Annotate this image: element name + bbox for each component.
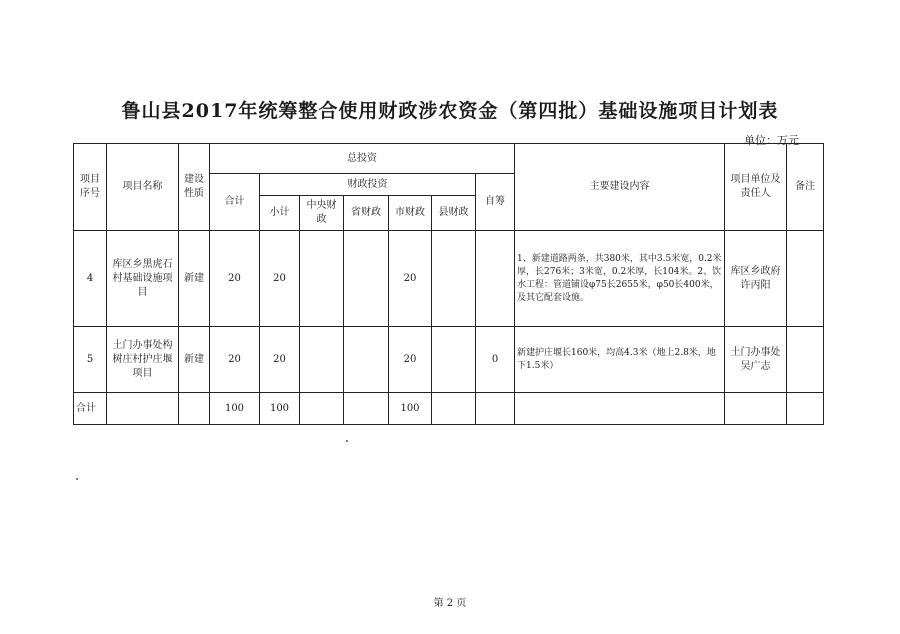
row-self-raised <box>476 231 515 327</box>
totals-row <box>74 393 824 425</box>
row-content: 1、新建道路两条，共380米，其中3.5米宽，0.2米厚，长276米；3米宽，0.2米厚，长104米。2、饮水工程：管道铺设φ75长2655米，φ50长400米，及其它配套设施。 <box>515 231 725 327</box>
header-provincial: 省财政 <box>344 196 389 231</box>
header-self-raised: 自筹 <box>476 174 515 231</box>
row-owner: 库区乡政府许丙阳 <box>725 231 787 327</box>
row-seq: 5 <box>74 327 107 393</box>
header-row-1 <box>74 144 824 174</box>
header-total-investment: 总投资 <box>210 144 515 174</box>
row-owner: 土门办事处吴广志 <box>725 327 787 393</box>
project-plan-table <box>73 143 824 425</box>
row-nature: 新建 <box>179 231 210 327</box>
header-total: 合计 <box>210 174 260 231</box>
row-content: 新建护庄堰长160米，均高4.3米（地上2.8米，地下1.5米） <box>515 327 725 393</box>
totals-empty-cell <box>725 393 787 425</box>
header-county: 县财政 <box>432 196 476 231</box>
row-subtotal: 20 <box>260 327 300 393</box>
header-name: 项目名称 <box>107 144 179 231</box>
totals-empty-cell <box>107 393 179 425</box>
document-title: 鲁山县2017年统筹整合使用财政涉农资金（第四批）基础设施项目计划表 <box>121 100 779 122</box>
header-municipal: 市财政 <box>389 196 432 231</box>
header-remarks: 备注 <box>787 144 824 231</box>
totals-municipal: 100 <box>389 393 432 425</box>
totals-total: 100 <box>210 393 260 425</box>
header-owner: 项目单位及责任人 <box>725 144 787 231</box>
row-municipal: 20 <box>389 327 432 393</box>
scan-speck <box>76 478 78 480</box>
header-seq: 项目序号 <box>74 144 107 231</box>
row-remarks <box>787 327 824 393</box>
row-nature: 新建 <box>179 327 210 393</box>
row-county <box>432 231 476 327</box>
totals-empty-cell <box>787 393 824 425</box>
row-name: 土门办事处构树庄村护庄堰项目 <box>107 327 179 393</box>
header-subtotal: 小计 <box>260 196 300 231</box>
row-total: 20 <box>210 327 260 393</box>
scan-speck <box>346 440 348 442</box>
row-provincial <box>344 231 389 327</box>
header-content: 主要建设内容 <box>515 144 725 231</box>
row-remarks <box>787 231 824 327</box>
totals-empty-cell <box>476 393 515 425</box>
row-subtotal: 20 <box>260 231 300 327</box>
totals-subtotal: 100 <box>260 393 300 425</box>
row-provincial <box>344 327 389 393</box>
row-county <box>432 327 476 393</box>
row-municipal: 20 <box>389 231 432 327</box>
row-total: 20 <box>210 231 260 327</box>
unit-label: 单位：万元 <box>744 134 799 147</box>
table-row <box>74 231 824 327</box>
totals-label: 合计 <box>74 393 107 425</box>
totals-empty-cell <box>344 393 389 425</box>
row-name: 库区乡黑虎石村基础设施项目 <box>107 231 179 327</box>
totals-empty-cell <box>300 393 344 425</box>
header-central: 中央财政 <box>300 196 344 231</box>
row-central <box>300 231 344 327</box>
totals-empty-cell <box>432 393 476 425</box>
row-central <box>300 327 344 393</box>
table-row <box>74 327 824 393</box>
row-seq: 4 <box>74 231 107 327</box>
totals-empty-cell <box>179 393 210 425</box>
header-nature: 建设性质 <box>179 144 210 231</box>
page-number: 第 2 页 <box>433 598 467 609</box>
totals-empty-cell <box>515 393 725 425</box>
row-self-raised: 0 <box>476 327 515 393</box>
header-fiscal-investment: 财政投资 <box>260 174 476 196</box>
